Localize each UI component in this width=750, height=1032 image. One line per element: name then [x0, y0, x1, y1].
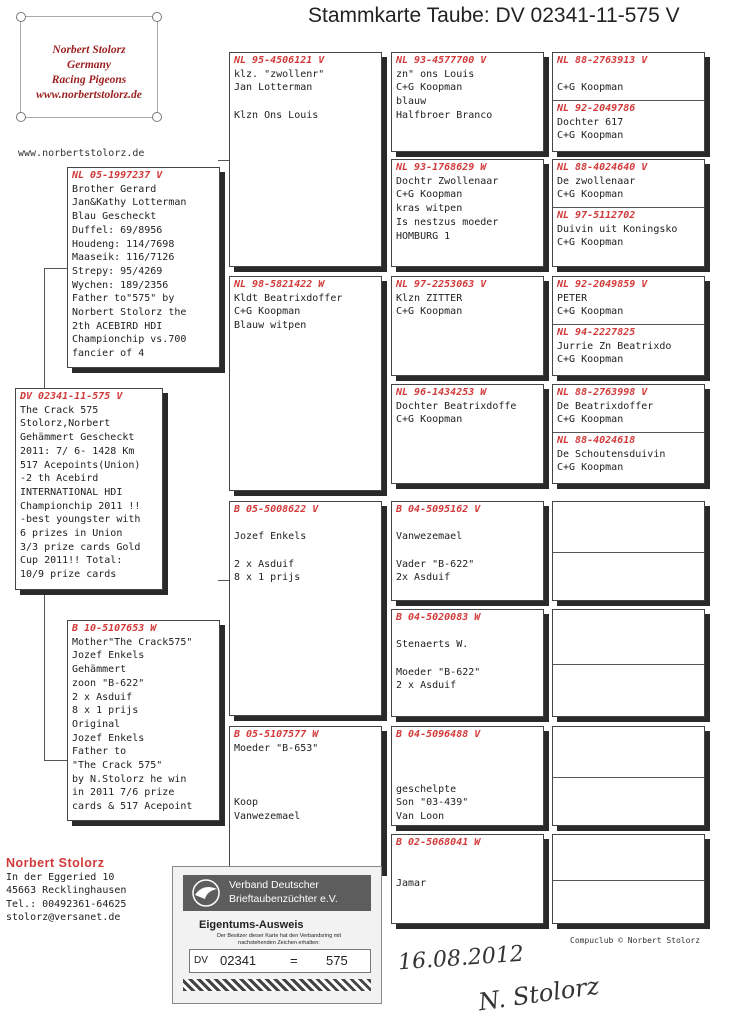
handwritten-date: 16.08.2012	[397, 941, 525, 976]
card-line: Strepy: 95/4269	[72, 265, 163, 277]
corner-ring-icon	[152, 112, 162, 122]
card-line: geschelpte	[396, 783, 457, 795]
ring-number: NL 93-1768629 W	[396, 162, 487, 173]
card-line	[396, 544, 539, 558]
card-line: in 2011 7/6 prize	[72, 787, 175, 799]
card-line: C+G Koopman	[557, 130, 624, 142]
card-line: Klzn Ons Louis	[234, 109, 319, 121]
owner-line: In der Eggeried 10	[6, 871, 115, 883]
card-line	[234, 95, 377, 109]
card-line: The Crack 575	[20, 404, 99, 416]
pedigree-card-mother-sire	[229, 501, 382, 716]
card-line: 2 x Asduif	[234, 558, 295, 570]
card-line: HOMBURG 1	[396, 230, 451, 242]
card-line	[396, 850, 539, 864]
ring-number: NL 88-4024618	[557, 435, 636, 446]
card-line	[234, 755, 377, 769]
pedigree-card-ggp	[391, 52, 544, 152]
card-line: Is nestzus moeder	[396, 216, 499, 228]
pedigree-card-ggp	[391, 834, 544, 924]
ring-number: NL 88-2763998 V	[557, 387, 648, 398]
card-line: C+G Koopman	[396, 306, 463, 318]
ring-number: DV 02341-11-575 V	[20, 391, 123, 402]
card-line: cards & 517 Acepoint	[72, 801, 193, 813]
ring-number: NL 05-1997237 V	[72, 170, 163, 181]
card-line: De zwollenaar	[557, 175, 636, 187]
pedigree-card-father-sire	[229, 52, 382, 267]
card-line: C+G Koopman	[234, 306, 301, 318]
card-line: Jan Lotterman	[234, 82, 313, 94]
ring-number: NL 95-4506121 V	[234, 55, 325, 66]
owner-line: Tel.: 00492361-64625	[6, 898, 127, 910]
ring-number: 02341	[220, 953, 257, 968]
pedigree-card-ggp	[391, 501, 544, 601]
card-line: C+G Koopman	[396, 414, 463, 426]
card-line: C+G Koopman	[557, 354, 624, 366]
association-line: Brieftaubenzüchter e.V.	[229, 893, 338, 905]
handwritten-signature: N. Stolorz	[476, 971, 601, 1017]
card-line: Moeder "B-653"	[234, 742, 319, 754]
card-line: C+G Koopman	[396, 189, 463, 201]
card-line	[234, 544, 377, 558]
ring-number: B 05-5008622 V	[234, 504, 319, 515]
card-line	[396, 755, 539, 769]
card-line: Klzn ZITTER	[396, 292, 463, 304]
card-line: -best youngster with	[20, 514, 141, 526]
ring-number: NL 88-2763913 V	[557, 55, 648, 66]
card-line: Van Loon	[396, 811, 445, 823]
card-line: fancier of 4	[72, 348, 145, 360]
card-line	[396, 769, 539, 783]
card-line	[234, 769, 377, 783]
card-line: 2x Asduif	[396, 572, 451, 584]
card-line: Original	[72, 718, 121, 730]
card-line: Father to	[72, 746, 127, 758]
card-line: C+G Koopman	[396, 82, 463, 94]
corner-ring-icon	[152, 12, 162, 22]
ring-prefix: DV	[194, 955, 208, 966]
ownership-card	[172, 866, 382, 1004]
card-line: Norbert Stolorz the	[72, 307, 187, 319]
ring-number: NL 98-5821422 W	[234, 279, 325, 290]
logo-box	[20, 16, 158, 118]
card-line: Mother"The Crack575"	[72, 636, 193, 648]
card-line: 8 x 1 prijs	[72, 705, 139, 717]
ring-number: NL 92-2049786	[557, 103, 636, 114]
card-line: 2 x Asduif	[72, 691, 133, 703]
card-line: 6 prizes in Union	[20, 528, 123, 540]
card-line: Stenaerts W.	[396, 639, 469, 651]
pigeon-logo-icon	[189, 879, 223, 907]
ring-number: NL 96-1434253 W	[396, 387, 487, 398]
card-line: Duffel: 69/8956	[72, 224, 163, 236]
ring-separator: =	[290, 953, 298, 968]
owner-email: stolorz@versanet.de	[6, 912, 121, 923]
owner-address	[6, 857, 126, 925]
card-line: Championchip 2011 !!	[20, 500, 141, 512]
owner-name: Norbert Stolorz	[6, 856, 105, 870]
card-line: Halfbroer Branco	[396, 109, 493, 121]
card-line: 8 x 1 prijs	[234, 572, 301, 584]
association-header	[183, 875, 371, 911]
card-line	[396, 652, 539, 666]
card-line: Vanwezemael	[396, 531, 463, 543]
card-line: C+G Koopman	[557, 189, 624, 201]
connector-line	[44, 268, 68, 269]
ring-number: NL 88-4024640 V	[557, 162, 648, 173]
card-line: 2th ACEBIRD HDI	[72, 320, 163, 332]
card-line: Gehämmert Gescheckt	[20, 432, 135, 444]
card-line	[396, 517, 539, 531]
logo-line: Norbert Stolorz	[52, 44, 126, 56]
ring-number: NL 92-2049859 V	[557, 279, 648, 290]
page-title: Stammkarte Taube: DV 02341-11-575 V	[308, 4, 680, 27]
card-line: zn" ons Louis	[396, 68, 475, 80]
card-line: klz. "zwollenr"	[234, 68, 325, 80]
card-line: Father to"575" by	[72, 293, 175, 305]
card-line: C+G Koopman	[557, 306, 624, 318]
card-line: PETER	[557, 292, 588, 304]
card-line	[234, 517, 377, 531]
card-line: blauw	[396, 96, 427, 108]
pedigree-card-ggp	[391, 609, 544, 717]
card-line: Jan&Kathy Lotterman	[72, 197, 187, 209]
card-line: Dochter Beatrixdoffe	[396, 400, 517, 412]
logo-line: Racing Pigeons	[51, 74, 127, 86]
card-line: by N.Stolorz he win	[72, 773, 187, 785]
card-line: "The Crack 575"	[72, 760, 163, 772]
pedigree-card-ggp	[391, 726, 544, 826]
ring-suffix: 575	[326, 953, 348, 968]
card-line: 2 x Asduif	[396, 680, 457, 692]
card-line: C+G Koopman	[557, 82, 624, 94]
card-line	[557, 68, 700, 82]
card-line: Son "03-439"	[396, 797, 469, 809]
card-line: Moeder "B-622"	[396, 666, 481, 678]
card-line: Jurrie Zn Beatrixdo	[557, 340, 672, 352]
card-line	[234, 783, 377, 797]
card-line: INTERNATIONAL HDI	[20, 486, 123, 498]
card-line: Jozef Enkels	[72, 732, 145, 744]
pedigree-card-father-dam	[229, 276, 382, 491]
pedigree-card-empty	[552, 501, 705, 601]
card-line: C+G Koopman	[557, 414, 624, 426]
card-line	[396, 742, 539, 756]
card-line: De Schoutensduivin	[557, 448, 666, 460]
card-line: Cup 2011!! Total:	[20, 555, 123, 567]
card-line: Koop	[234, 797, 259, 809]
logo-line: www.norbertstolorz.de	[36, 89, 142, 101]
card-line: Dochtr Zwollenaar	[396, 175, 499, 187]
pedigree-card-gggp	[552, 276, 705, 376]
card-line: Stolorz,Norbert	[20, 418, 111, 430]
pattern-strip	[183, 979, 371, 991]
ring-number: NL 97-2253063 V	[396, 279, 487, 290]
pedigree-card-ggp	[391, 384, 544, 484]
card-line: Houdeng: 114/7698	[72, 238, 175, 250]
ownership-title: Eigentums-Ausweis	[199, 919, 304, 931]
ring-number: B 10-5107653 W	[72, 623, 157, 634]
connector-line	[44, 268, 45, 390]
copyright-text: Compuclub © Norbert Stolorz	[570, 936, 701, 945]
ring-number: NL 94-2227825	[557, 327, 636, 338]
card-line: Blau Gescheckt	[72, 211, 157, 223]
card-line: zoon "B-622"	[72, 677, 145, 689]
card-line: C+G Koopman	[557, 237, 624, 249]
card-line: Gehämmert	[72, 664, 127, 676]
connector-line	[44, 760, 68, 761]
card-line: kras witpen	[396, 203, 463, 215]
website-text: www.norbertstolorz.de	[18, 148, 145, 159]
ring-number: NL 93-4577700 V	[396, 55, 487, 66]
ring-number: B 05-5107577 W	[234, 729, 319, 740]
card-line: 517 Acepoints(Union)	[20, 459, 141, 471]
logo-line: Germany	[66, 59, 112, 71]
card-line: Kldt Beatrixdoffer	[234, 292, 343, 304]
ring-number: B 04-5095162 V	[396, 504, 481, 515]
card-line: Brother Gerard	[72, 183, 157, 195]
pedigree-card-empty	[552, 834, 705, 924]
pedigree-card-subject	[15, 388, 163, 590]
ownership-note: Der Besitzer dieser Karte hat den Verbandsring mit nachstehenden Zeichen erhalten:	[216, 933, 342, 946]
pedigree-card-mother-dam	[229, 726, 382, 871]
pedigree-card-empty	[552, 726, 705, 826]
card-line: 3/3 prize cards Gold	[20, 541, 141, 553]
card-line: Maaseik: 116/7126	[72, 252, 175, 264]
ring-number-box	[189, 949, 371, 973]
card-line: Duivin uit Koningsko	[557, 223, 678, 235]
card-line: Jozef Enkels	[72, 650, 145, 662]
pedigree-card-gggp	[552, 52, 705, 152]
card-line: De Beatrixdoffer	[557, 400, 654, 412]
card-line: C+G Koopman	[557, 462, 624, 474]
pedigree-card-empty	[552, 609, 705, 717]
ring-number: B 04-5020083 W	[396, 612, 481, 623]
pedigree-card-gggp	[552, 159, 705, 267]
card-line: Jamar	[396, 878, 427, 890]
card-line: Wychen: 189/2356	[72, 279, 169, 291]
corner-ring-icon	[16, 12, 26, 22]
card-line	[396, 625, 539, 639]
ring-number: B 02-5068041 W	[396, 837, 481, 848]
pedigree-card-gggp	[552, 384, 705, 484]
card-line: -2 th Acebird	[20, 473, 99, 485]
card-line: Dochter 617	[557, 116, 624, 128]
card-line: Blauw witpen	[234, 320, 307, 332]
pedigree-card-ggp	[391, 276, 544, 376]
card-line: 2011: 7/ 6- 1428 Km	[20, 445, 135, 457]
owner-line: 45663 Recklinghausen	[6, 885, 127, 896]
card-line: Vader "B-622"	[396, 558, 475, 570]
association-line: Verband Deutscher	[229, 879, 319, 891]
card-line: Vanwezemael	[234, 811, 301, 823]
corner-ring-icon	[16, 112, 26, 122]
card-line: 10/9 prize cards	[20, 569, 117, 581]
card-line: Championchip vs.700	[72, 334, 187, 346]
pedigree-card-mother	[67, 620, 220, 821]
ring-number: B 04-5096488 V	[396, 729, 481, 740]
card-line	[396, 863, 539, 877]
ring-number: NL 97-5112702	[557, 210, 636, 221]
pedigree-card-father	[67, 167, 220, 368]
pedigree-card-ggp	[391, 159, 544, 267]
connector-line	[44, 588, 45, 760]
card-line: Jozef Enkels	[234, 531, 307, 543]
